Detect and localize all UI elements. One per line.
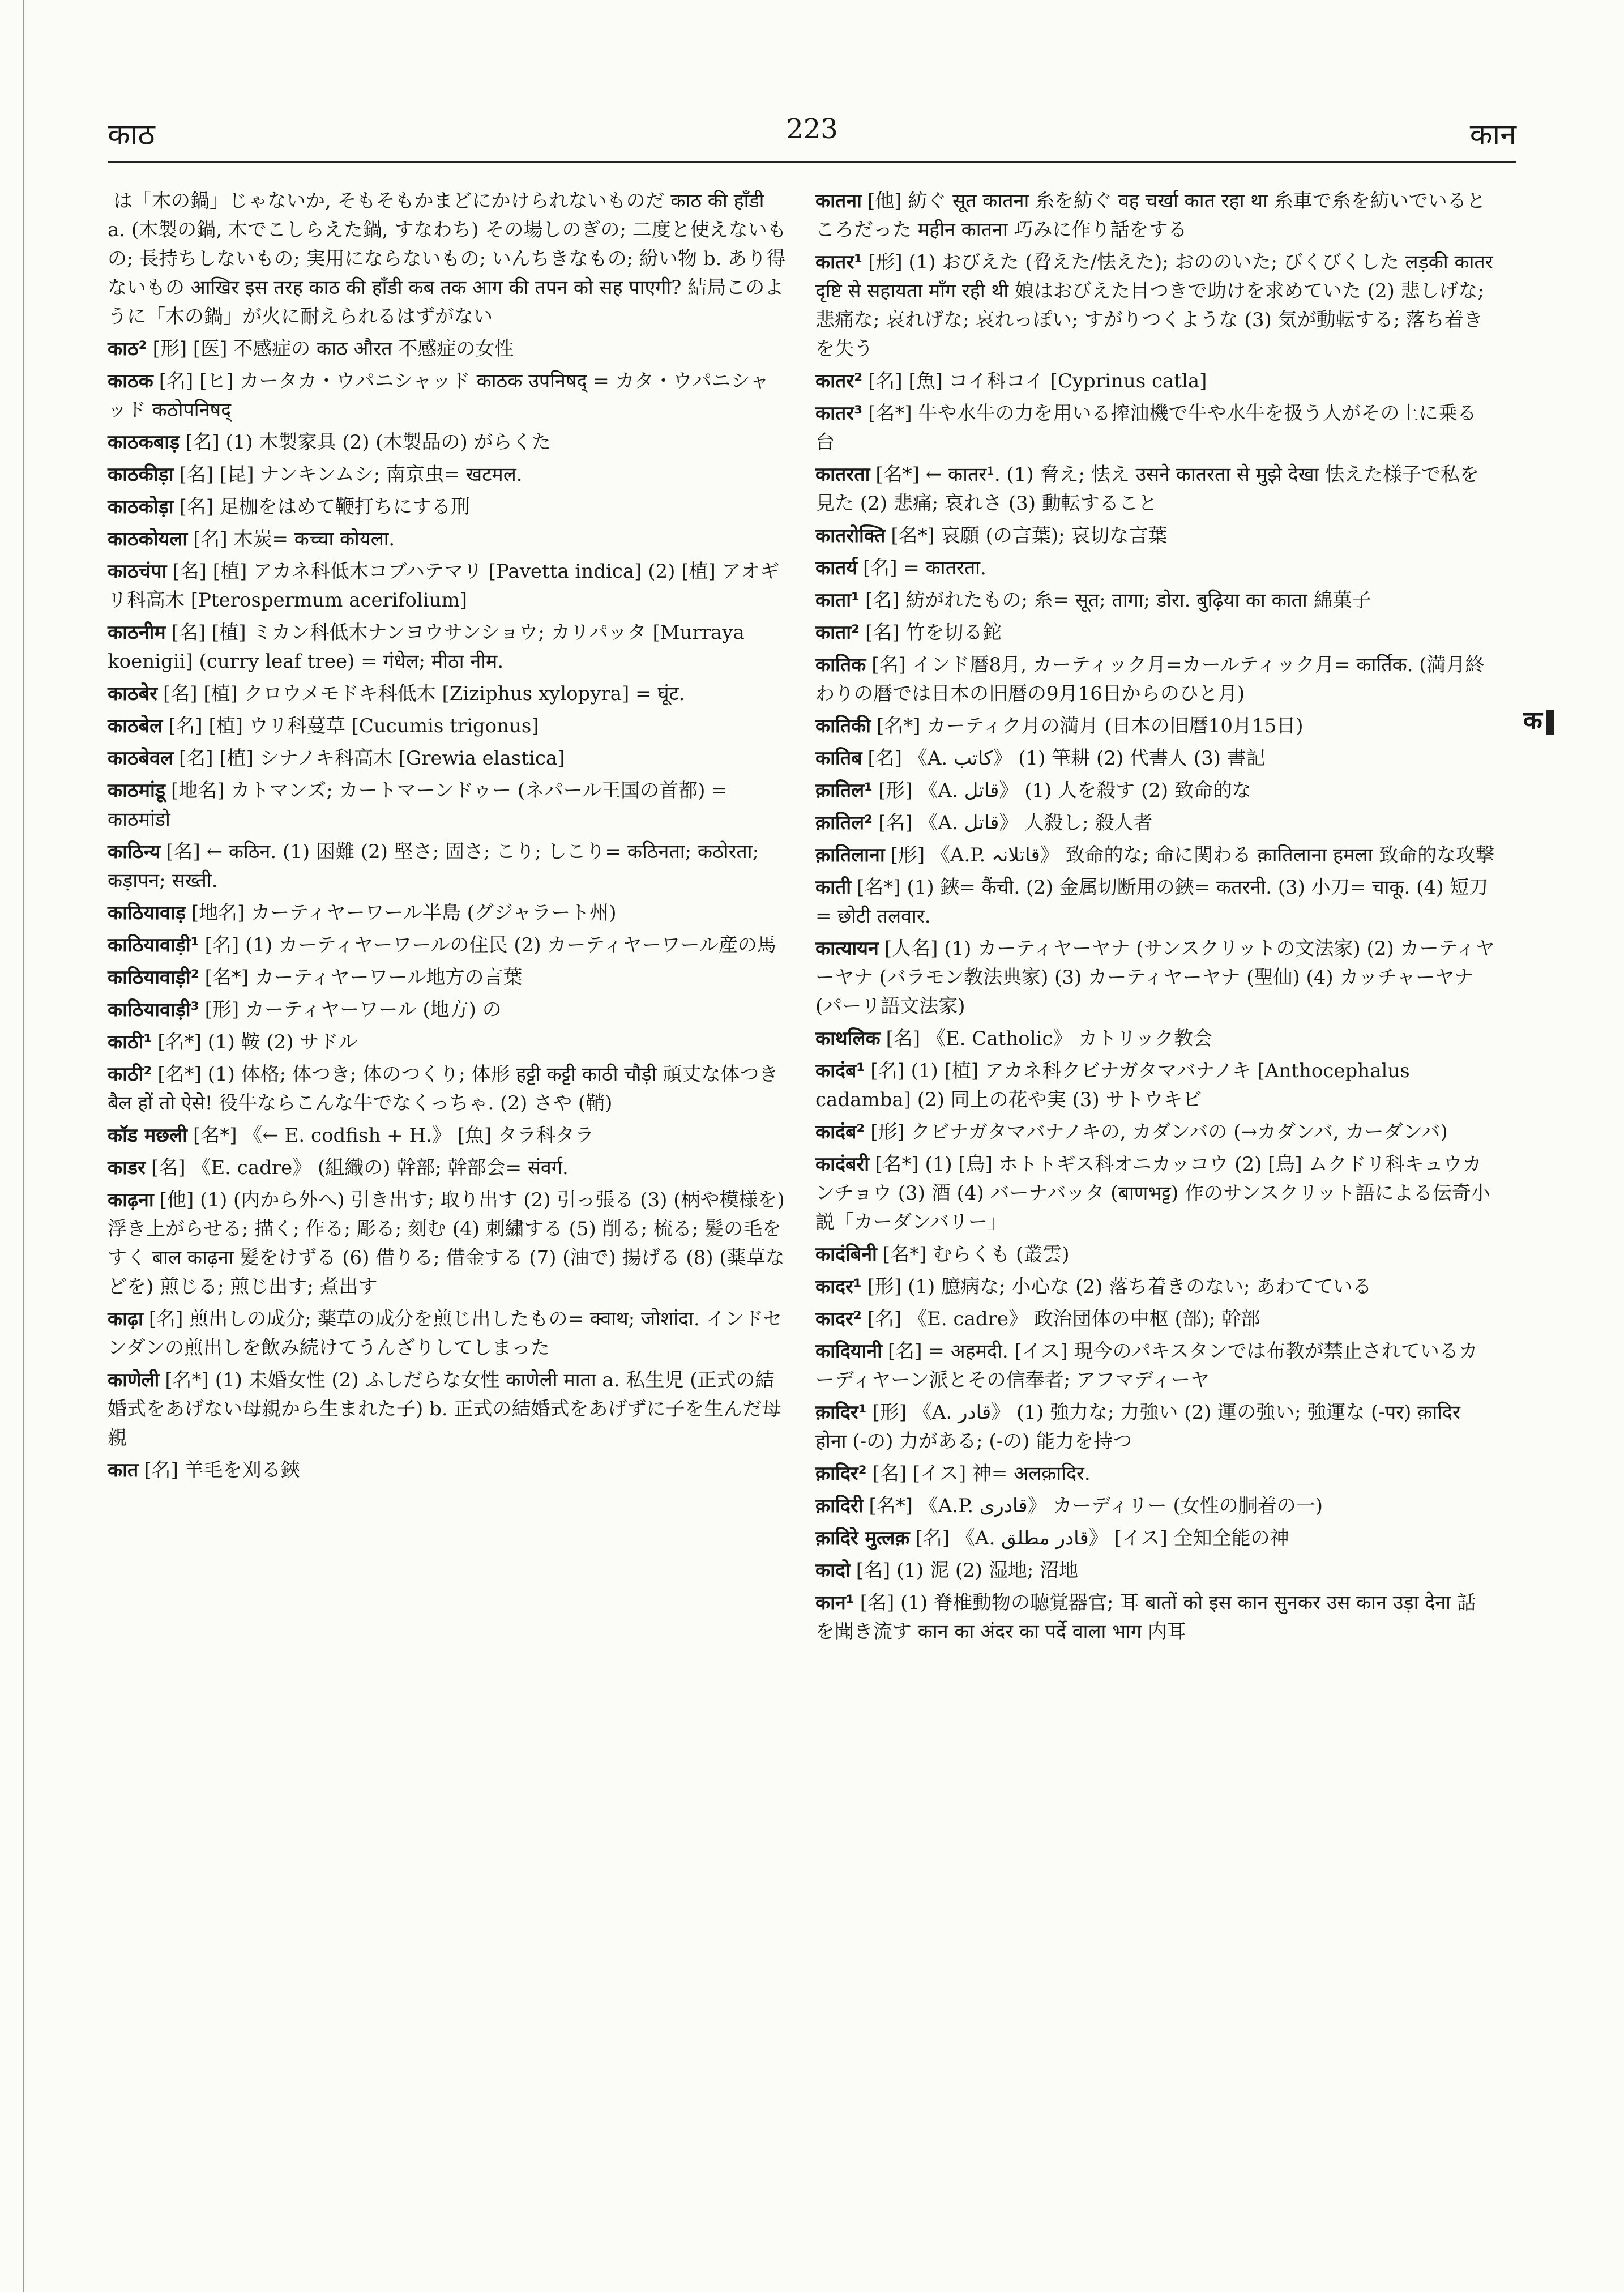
- dictionary-entry: [815, 809, 1495, 838]
- entry-headword: काठियावाड़ी²: [108, 966, 199, 989]
- entry-headword: काठियावाड़: [108, 902, 186, 924]
- dictionary-entry: [815, 776, 1495, 805]
- dictionary-entry: [108, 525, 787, 554]
- dictionary-entry: [108, 1305, 787, 1363]
- entry-definition: [名] インド暦8月, カーティック月=カールティック月= कार्तिक. (満月終わりの暦では日本の旧暦の9月16日からのひと月): [815, 654, 1485, 705]
- dictionary-entry: [108, 776, 787, 834]
- entry-headword: काठकोड़ा: [108, 496, 174, 518]
- entry-definition: [名] (1) [植] アカネ科クビナガタマバナノキ [Anthocephalus cadamba] (2) 同上の花や実 (3) サトウキビ: [815, 1060, 1410, 1111]
- entry-definition: [名] (1) 木製家具 (2) (木製品の) がらくた: [185, 431, 551, 454]
- entry-definition: [名] (1) 脊椎動物の聴覚器官; 耳 बातों को इस कान सुनकर उस कान उड़ा देना 話を聞き流す कान का अंदर का पर्दे वाला भाग 内耳: [815, 1591, 1476, 1643]
- entry-headword: कान¹: [815, 1591, 854, 1614]
- entry-definition: [形] 《A. قادر》 (1) 強力な; 力強い (2) 運の強い; 強運な (-पर) क़ादिर होना (-の) 力がある; (-の) 能力を持つ: [815, 1401, 1460, 1453]
- dictionary-entry: [108, 1366, 787, 1453]
- dictionary-entry: [108, 187, 787, 331]
- dictionary-entry: [108, 1121, 787, 1150]
- left-guide-word: काठ: [108, 118, 155, 152]
- thumb-index-label: क: [1523, 706, 1542, 735]
- dictionary-entry: [108, 712, 787, 741]
- dictionary-entry: [815, 1398, 1495, 1456]
- dictionary-entry: [108, 428, 787, 457]
- entry-headword: काठबेवल: [108, 747, 174, 770]
- binding-edge: [23, 0, 24, 2292]
- entry-headword: क़ादिरे मुत्लक़: [815, 1527, 910, 1550]
- entry-headword: कॉड मछली: [108, 1124, 187, 1147]
- entry-headword: कात्यायन: [815, 937, 879, 960]
- dictionary-entry: [815, 1556, 1495, 1585]
- dictionary-entry: [815, 1524, 1495, 1553]
- entry-definition: [名] 《E. cadre》 (組織の) 幹部; 幹部会= संवर्ग.: [151, 1156, 569, 1179]
- entry-headword: क़ादिरी: [815, 1495, 864, 1517]
- entry-definition: [名*] 《A.P. قادری》 カーディリー (女性の胴着の一): [869, 1495, 1323, 1517]
- entry-headword: कादंबिनी: [815, 1243, 877, 1266]
- left-column: [108, 187, 787, 1488]
- entry-definition: [名] = कातरता.: [863, 557, 986, 579]
- entry-definition: [名] [ヒ] カータカ・ウパニシャッド काठक उपनिषद् = カタ・ウパニシャッド कठोपनिषद्: [108, 370, 769, 421]
- entry-headword: काठी¹: [108, 1031, 152, 1053]
- dictionary-entry: [815, 1337, 1495, 1395]
- entry-headword: काठनीम: [108, 621, 166, 644]
- entry-definition: [名] [植] ミカン科低木ナンヨウサンショウ; カリパッタ [Murraya koenigii] (curry leaf tree) = गंधेल; मीठा नीम.: [108, 621, 745, 673]
- entry-definition: [名*] 哀願 (の言葉); 哀切な言葉: [891, 524, 1168, 547]
- entry-definition: [名] [植] シナノキ科高木 [Grewia elastica]: [179, 747, 565, 770]
- entry-definition: [形] [医] 不感症の काठ औरत 不感症の女性: [152, 338, 514, 360]
- entry-definition: [名] [植] ウリ科蔓草 [Cucumis trigonus]: [168, 715, 539, 737]
- entry-headword: कादर¹: [815, 1275, 862, 1298]
- page-header: [108, 113, 1516, 159]
- entry-headword: कातिकी: [815, 715, 871, 737]
- entry-headword: काठमांडू: [108, 779, 165, 802]
- entry-definition: [名] 《A. قادر مطلق》 [イス] 全知全能の神: [915, 1527, 1289, 1550]
- dictionary-entry: [815, 712, 1495, 741]
- entry-definition: [形] カーティヤーワール (地方) の: [204, 998, 502, 1021]
- entry-headword: काता¹: [815, 589, 860, 612]
- entry-definition: [名] 《E. Catholic》 カトリック教会: [886, 1027, 1212, 1050]
- entry-definition: [形] (1) 臆病な; 小心な (2) 落ち着きのない; あわてている: [867, 1275, 1372, 1298]
- dictionary-entry: [108, 557, 787, 615]
- entry-definition: [形] 《A.P. قاتلانہ》 致命的な; 命に関わる क़ातिलाना हमला 致命的な攻撃: [890, 844, 1495, 867]
- thumb-index-bar: [1546, 710, 1554, 735]
- dictionary-entry: [108, 460, 787, 489]
- entry-definition: [名] [植] アカネ科低木コブハテマリ [Pavetta indica] (2) [植] アオギリ科高木 [Pterospermum acerifolium]: [108, 560, 780, 612]
- entry-headword: काढ़ना: [108, 1189, 154, 1211]
- dictionary-entry: [108, 996, 787, 1025]
- dictionary-entry: [108, 367, 787, 425]
- dictionary-entry: [815, 554, 1495, 583]
- entry-definition: [名] [昆] ナンキンムシ; 南京虫= खटमल.: [179, 463, 523, 486]
- entry-headword: कात: [108, 1459, 139, 1482]
- entry-definition: [形] (1) おびえた (脅えた/怯えた); おののいた; びくびくした लड़की कातर दृष्टि से सहायता माँग रही थी 娘はおびえた目つきで助けを求めていた (2) 悲しげな; 悲痛な; 哀れげな; 哀れっぽい; すがりつくような (3) 気が動転する; 落ち着きを失う: [815, 251, 1493, 360]
- entry-definition: [名*] むらくも (叢雲): [882, 1243, 1070, 1266]
- entry-headword: कातर्य: [815, 557, 858, 579]
- entry-headword: काथलिक: [815, 1027, 881, 1050]
- dictionary-entry: [815, 744, 1495, 773]
- entry-headword: कातिब: [815, 747, 862, 770]
- entry-definition: [名*] (1) 鞍 (2) サドル: [157, 1031, 358, 1053]
- entry-headword: काठिन्य: [108, 840, 161, 863]
- dictionary-entry: [815, 1305, 1495, 1334]
- dictionary-entry: [108, 1028, 787, 1057]
- entry-headword: क़ातिल²: [815, 812, 873, 834]
- entry-definition: [名] 竹を切る鉈: [865, 621, 1002, 644]
- entry-headword: काठचंपा: [108, 560, 167, 583]
- entry-headword: क़ादिर²: [815, 1462, 867, 1485]
- dictionary-entry: [108, 335, 787, 364]
- entry-headword: कातिक: [815, 654, 866, 676]
- dictionary-entry: [108, 1154, 787, 1183]
- entry-headword: कातरता: [815, 463, 870, 486]
- dictionary-entry: [815, 1240, 1495, 1269]
- dictionary-entry: [815, 934, 1495, 1021]
- dictionary-entry: [815, 1459, 1495, 1488]
- entry-definition: [名] 羊毛を刈る鋏: [144, 1459, 300, 1482]
- entry-headword: कादर²: [815, 1308, 862, 1330]
- dictionary-entry: [108, 1456, 787, 1485]
- dictionary-entry: [108, 838, 787, 895]
- entry-definition: [名] [植] クロウメモドキ科低木 [Ziziphus xylopyra] = घूंट.: [163, 682, 685, 705]
- entry-headword: कातना: [815, 190, 862, 212]
- entry-definition: [名*] 《← E. codfish + H.》 [魚] タラ科タラ: [193, 1124, 595, 1147]
- entry-headword: काठियावाड़ी¹: [108, 934, 199, 957]
- entry-definition: [名*] 牛や水牛の力を用いる搾油機で牛や水牛を扱う人がその上に乗る台: [815, 402, 1477, 454]
- entry-headword: काठियावाड़ी³: [108, 998, 199, 1021]
- page-number: 223: [786, 113, 838, 145]
- entry-headword: क़ादिर¹: [815, 1401, 867, 1424]
- entry-definition: は「木の鍋」じゃないか, そもそもかまどにかけられないものだ काठ की हाँडी a. (木製の鍋, 木でこしらえた鍋, すなわち) その場しのぎの; 二度と使えないもの; 長持ちしないもの; 実用にならないもの; いんちきなもの; 紛い物 b. あり得ないもの आखिर इस तरह काठ की हाँडी कब तक आग की तपन को सह पाएगी? 結局このように「木の鍋」が火に耐えられるはずがない: [108, 190, 787, 328]
- entry-definition: [地名] カーティヤーワール半島 (グジャラート州): [191, 902, 617, 924]
- entry-definition: [名] [イス] 神= अलक़ादिर.: [872, 1462, 1091, 1485]
- dictionary-entry: [815, 1025, 1495, 1053]
- header-rule: [108, 161, 1516, 163]
- dictionary-entry: [108, 618, 787, 676]
- entry-headword: कातर¹: [815, 251, 863, 274]
- entry-headword: कादंबरी: [815, 1153, 870, 1176]
- entry-headword: कातर³: [815, 402, 863, 425]
- dictionary-entry: [815, 651, 1495, 708]
- entry-definition: [形] 《A. قاتل》 (1) 人を殺す (2) 致命的な: [878, 779, 1251, 802]
- entry-headword: क़ातिल¹: [815, 779, 873, 802]
- dictionary-entry: [815, 367, 1495, 396]
- entry-headword: काठक: [108, 370, 153, 392]
- dictionary-entry: [108, 744, 787, 773]
- entry-headword: कादंब¹: [815, 1060, 865, 1082]
- entry-definition: [名] [魚] コイ科コイ [Cyprinus catla]: [868, 370, 1207, 392]
- entry-headword: काठबेर: [108, 682, 157, 705]
- dictionary-entry: [815, 1118, 1495, 1147]
- entry-definition: [名*] (1) 未婚女性 (2) ふしだらな女性 काणेली माता a. 私生児 (正式の結婚式をあげない母親から生まれた子) b. 正式の結婚式をあげずに子を生んだ母親: [108, 1369, 781, 1449]
- dictionary-entry: [815, 1273, 1495, 1301]
- right-guide-word: कान: [1469, 118, 1516, 152]
- entry-headword: काठकीड़ा: [108, 463, 174, 486]
- dictionary-entry: [815, 841, 1495, 870]
- entry-headword: क़ातिलाना: [815, 844, 885, 867]
- entry-headword: काता²: [815, 621, 860, 644]
- entry-headword: कातर²: [815, 370, 863, 392]
- entry-definition: [名] 煎出しの成分; 薬草の成分を煎じ出したもの= क्वाथ; जोशांदा. インドセンダンの煎出しを飲み続けてうんざりしてしまった: [108, 1308, 783, 1359]
- dictionary-entry: [815, 1057, 1495, 1115]
- entry-definition: [人名] (1) カーティヤーヤナ (サンスクリットの文法家) (2) カーティヤーヤナ (バラモン教法典家) (3) カーティヤーヤナ (聖仙) (4) カッチャーヤナ (パーリ語文法家): [815, 937, 1495, 1018]
- entry-definition: [名] (1) カーティヤーワールの住民 (2) カーティヤーワール産の馬: [204, 934, 776, 957]
- entry-definition: [名] 足枷をはめて鞭打ちにする刑: [179, 496, 470, 518]
- entry-definition: [名] (1) 泥 (2) 湿地; 沼地: [856, 1559, 1079, 1582]
- entry-definition: [名*] (1) 体格; 体つき; 体のつくり; 体形 हट्टी कट्टी काठी चौड़ी 頑丈な体つき बैल हों तो ऐसे! 役牛ならこんな牛でなくっちゃ. (2) さや (鞘): [108, 1063, 779, 1115]
- dictionary-entry: [815, 873, 1495, 931]
- entry-definition: [他] (1) (内から外へ) 引き出す; 取り出す (2) 引っ張る (3) (柄や模様を) 浮き上がらせる; 描く; 作る; 彫る; 刻む (4) 刺繍する (5) 削る; 梳る; 髪の毛をすく बाल काढ़ना 髪をけずる (6) 借りる; 借金する (7) (油で) 揚げる (8) (薬草などを) 煎じる; 煎じ出す; 煮出す: [108, 1189, 785, 1298]
- entry-definition: [名] = अहमदी. [イス] 現今のパキスタンでは布教が禁止されているカーディヤーン派とその信奉者; アフマディーヤ: [815, 1340, 1478, 1392]
- entry-headword: काठकबाड़: [108, 431, 180, 454]
- entry-definition: [名] 《E. cadre》 政治団体の中枢 (部); 幹部: [867, 1308, 1260, 1330]
- entry-headword: काडर: [108, 1156, 146, 1179]
- entry-headword: काठबेल: [108, 715, 163, 737]
- entry-headword: काढ़ा: [108, 1308, 143, 1330]
- entry-definition: [地名] カトマンズ; カートマーンドゥー (ネパール王国の首都) = काठमांडो: [108, 779, 728, 831]
- dictionary-entry: [108, 1060, 787, 1118]
- dictionary-entry: [815, 1589, 1495, 1646]
- entry-headword: काती: [815, 876, 852, 899]
- entry-headword: काणेली: [108, 1369, 160, 1392]
- dictionary-entry: [815, 187, 1495, 245]
- entry-definition: [名] ← कठिन. (1) 困難 (2) 堅さ; 固さ; こり; しこり= कठिनता; कठोरता; कड़ापन; सख्ती.: [108, 840, 759, 892]
- dictionary-entry: [108, 680, 787, 708]
- entry-definition: [名*] (1) 鋏= कैंची. (2) 金属切断用の鋏= कतरनी. (3) 小刀= चाकू. (4) 短刀= छोटी तलवार.: [815, 876, 1489, 928]
- entry-headword: कादियानी: [815, 1340, 882, 1363]
- dictionary-entry: [815, 586, 1495, 615]
- dictionary-entry: [108, 931, 787, 960]
- dictionary-entry: [108, 899, 787, 928]
- entry-definition: [名*] (1) [鳥] ホトトギス科オニカッコウ (2) [鳥] ムクドリ科キュウカンチョウ (3) 酒 (4) バーナバッタ (बाणभट्ट) 作のサンスクリット語による伝奇小説「カーダンバリー」: [815, 1153, 1490, 1234]
- entry-headword: कातरोक्ति: [815, 524, 886, 547]
- entry-definition: [他] 紡ぐ सूत कातना 糸を紡ぐ वह चर्खा कात रहा था 糸車で糸を紡いでいるところだった महीन कातना 巧みに作り話をする: [815, 190, 1486, 241]
- entry-definition: [名] 《A. کاتب》 (1) 筆耕 (2) 代書人 (3) 書記: [867, 747, 1266, 770]
- dictionary-entry: [108, 1186, 787, 1301]
- dictionary-entry: [815, 460, 1495, 518]
- entry-definition: [名] 《A. قاتل》 人殺し; 殺人者: [878, 812, 1153, 834]
- entry-definition: [形] クビナガタマバナノキの, カダンバの (→カダンバ, カーダンバ): [870, 1121, 1448, 1143]
- thumb-index-tab: [1523, 702, 1554, 736]
- entry-headword: कादो: [815, 1559, 851, 1582]
- dictionary-entry: [108, 963, 787, 992]
- dictionary-entry: [815, 1492, 1495, 1521]
- entry-headword: कादंब²: [815, 1121, 865, 1143]
- entry-headword: काठ²: [108, 338, 147, 360]
- dictionary-entry: [815, 618, 1495, 647]
- dictionary-entry: [815, 248, 1495, 364]
- entry-definition: [名*] ← कातर¹. (1) 脅え; 怯え उसने कातरता से मुझे देखा 怯えた様子で私を見た (2) 悲痛; 哀れさ (3) 動転すること: [815, 463, 1480, 515]
- dictionary-entry: [108, 493, 787, 522]
- entry-headword: काठी²: [108, 1063, 152, 1086]
- entry-definition: [名*] カーティヤーワール地方の言葉: [204, 966, 523, 989]
- entry-definition: [名] 紡がれたもの; 糸= सूत; तागा; डोरा. बुढ़िया का काता 綿菓子: [865, 589, 1371, 612]
- entry-definition: [名] 木炭= कच्चा कोयला.: [193, 528, 395, 550]
- dictionary-entry: [815, 399, 1495, 457]
- entry-definition: [名*] カーティク月の満月 (日本の旧暦10月15日): [877, 715, 1304, 737]
- entry-headword: काठकोयला: [108, 528, 188, 550]
- dictionary-entry: [815, 1150, 1495, 1237]
- right-column: [815, 187, 1495, 1650]
- dictionary-entry: [815, 522, 1495, 550]
